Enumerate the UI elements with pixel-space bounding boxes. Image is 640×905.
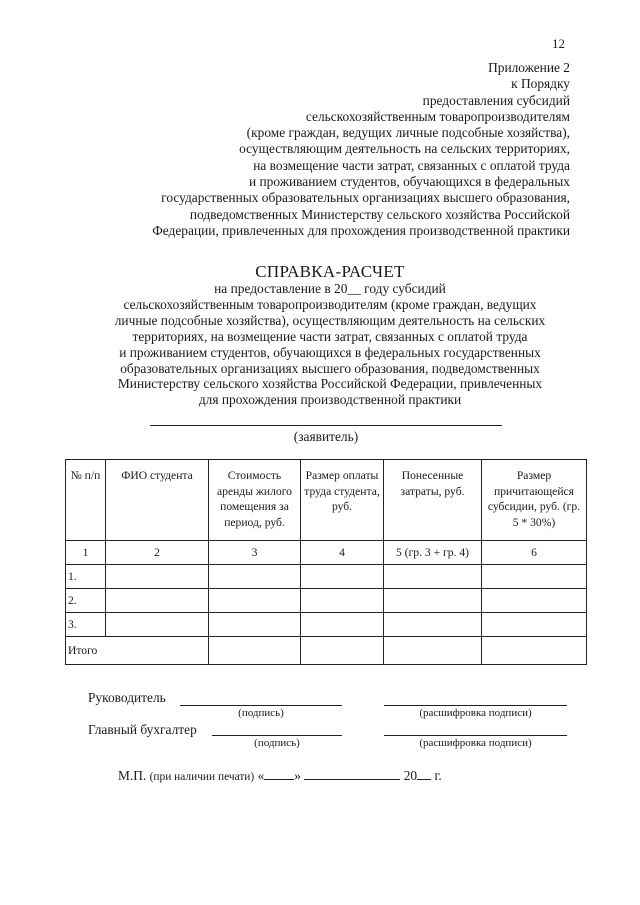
subtitle-line: сельскохозяйственным товаропроизводителям (кроме граждан, ведущих (123, 296, 537, 312)
document-title: СПРАВКА-РАСЧЕТ (255, 262, 405, 281)
day-field[interactable] (264, 767, 294, 780)
cell-wage[interactable] (301, 613, 384, 637)
col-header-student-name: ФИО студента (106, 460, 209, 541)
appendix-line: сельскохозяйственным товаропроизводителям (305, 108, 570, 124)
appendix-line: предоставления субсидий (422, 92, 570, 108)
subtitle-line: территориях, на возмещение части затрат, связанных с оплатой труда (132, 328, 528, 344)
page-number: 12 (552, 36, 565, 51)
appendix-line: Федерации, привлеченных для прохождения производственной практики (152, 222, 570, 238)
col-header-wage: Размер оплаты труда студента, руб. (301, 460, 384, 541)
quote-close: » (294, 768, 301, 783)
appendix-line: (кроме граждан, ведущих личные подсобные хозяйства), (246, 125, 570, 141)
cell-student-name[interactable] (106, 613, 209, 637)
cell-rent-cost[interactable] (209, 589, 301, 613)
head-signature-line[interactable] (180, 705, 342, 706)
col-header-rent-cost: Стоимость аренды жилого помещения за период, руб. (209, 460, 301, 541)
document-subtitle (0, 281, 640, 408)
appendix-line: Приложение 2 (488, 60, 570, 75)
cell-expenses[interactable] (384, 613, 482, 637)
cell-subsidy[interactable] (482, 589, 587, 613)
year-suffix: г. (434, 768, 442, 783)
cell-expenses[interactable] (384, 565, 482, 589)
applicant-caption: (заявитель) (293, 429, 359, 444)
appendix-line: и проживанием студентов, обучающихся в федеральных (248, 174, 570, 190)
accountant-decoding-line[interactable] (384, 735, 567, 736)
cell-wage[interactable] (301, 589, 384, 613)
cell-student-name[interactable] (106, 565, 209, 589)
subtitle-line: и проживанием студентов, обучающихся в федеральных государственных (119, 344, 541, 360)
applicant-field-line[interactable] (150, 425, 502, 426)
subtitle-line: на предоставление в 20__ году субсидий (214, 281, 446, 296)
appendix-line: на возмещение части затрат, связанных с оплатой труда (253, 157, 570, 173)
year-field[interactable] (417, 767, 431, 780)
accountant-signature-caption: (подпись) (254, 737, 300, 749)
accountant-signature-line[interactable] (212, 735, 342, 736)
cell-expenses[interactable] (384, 589, 482, 613)
appendix-line: осуществляющим деятельность на сельских территориях, (239, 141, 570, 157)
column-numbers-row (66, 541, 587, 565)
col-header-expenses: Понесенные затраты, руб. (384, 460, 482, 541)
cell-total-subsidy[interactable] (482, 637, 587, 665)
col-header-number: № п/п (66, 460, 106, 541)
subtitle-line: Министерству сельского хозяйства Российской Федерации, привлеченных (117, 376, 543, 392)
stamp-condition: (при наличии печати) (149, 771, 255, 783)
column-number: 1 (66, 541, 106, 565)
appendix-line: к Порядку (511, 76, 570, 92)
total-label: Итого (66, 637, 209, 665)
cell-subsidy[interactable] (482, 613, 587, 637)
column-number: 4 (301, 541, 384, 565)
column-number: 2 (106, 541, 209, 565)
col-header-subsidy: Размер причитающейся субсидии, руб. (гр. 5 * 30%) (482, 460, 587, 541)
column-number: 5 (гр. 3 + гр. 4) (384, 541, 482, 565)
cell-total-wage[interactable] (301, 637, 384, 665)
cell-total-rent[interactable] (209, 637, 301, 665)
cell-rent-cost[interactable] (209, 565, 301, 589)
column-number: 6 (482, 541, 587, 565)
table-row (66, 565, 587, 589)
cell-wage[interactable] (301, 565, 384, 589)
year-prefix: 20 (403, 768, 418, 783)
cell-total-expenses[interactable] (384, 637, 482, 665)
subtitle-line: личные подсобные хозяйства), осуществляющим деятельность на сельских (114, 312, 546, 328)
subtitle-line: для прохождения производственной практики (198, 392, 462, 408)
appendix-line: подведомственных Министерству сельского хозяйства Российской (189, 206, 570, 222)
row-number: 1. (66, 565, 106, 589)
subtitle-line: образовательных организациях высшего образования, подведомственных (120, 360, 540, 376)
quote-open: « (257, 768, 265, 783)
cell-rent-cost[interactable] (209, 613, 301, 637)
accountant-decoding-caption: (расшифровка подписи) (419, 737, 532, 749)
appendix-block (10, 60, 570, 239)
table-header-row (66, 460, 587, 541)
row-number: 3. (66, 613, 106, 637)
cell-student-name[interactable] (106, 589, 209, 613)
total-row (66, 637, 587, 665)
head-signature-caption: (подпись) (238, 707, 284, 719)
head-decoding-line[interactable] (384, 705, 567, 706)
head-decoding-caption: (расшифровка подписи) (419, 707, 532, 719)
stamp-mp: М.П. (118, 768, 147, 783)
table-row (66, 589, 587, 613)
head-label: Руководитель (88, 690, 166, 705)
appendix-line: государственных образовательных организациях высшего образования, (161, 190, 570, 206)
accountant-label: Главный бухгалтер (88, 722, 197, 737)
column-number: 3 (209, 541, 301, 565)
stamp-date-line (118, 767, 442, 784)
table-row (66, 613, 587, 637)
row-number: 2. (66, 589, 106, 613)
cell-subsidy[interactable] (482, 565, 587, 589)
calculation-table (65, 459, 587, 665)
month-field[interactable] (304, 767, 400, 780)
